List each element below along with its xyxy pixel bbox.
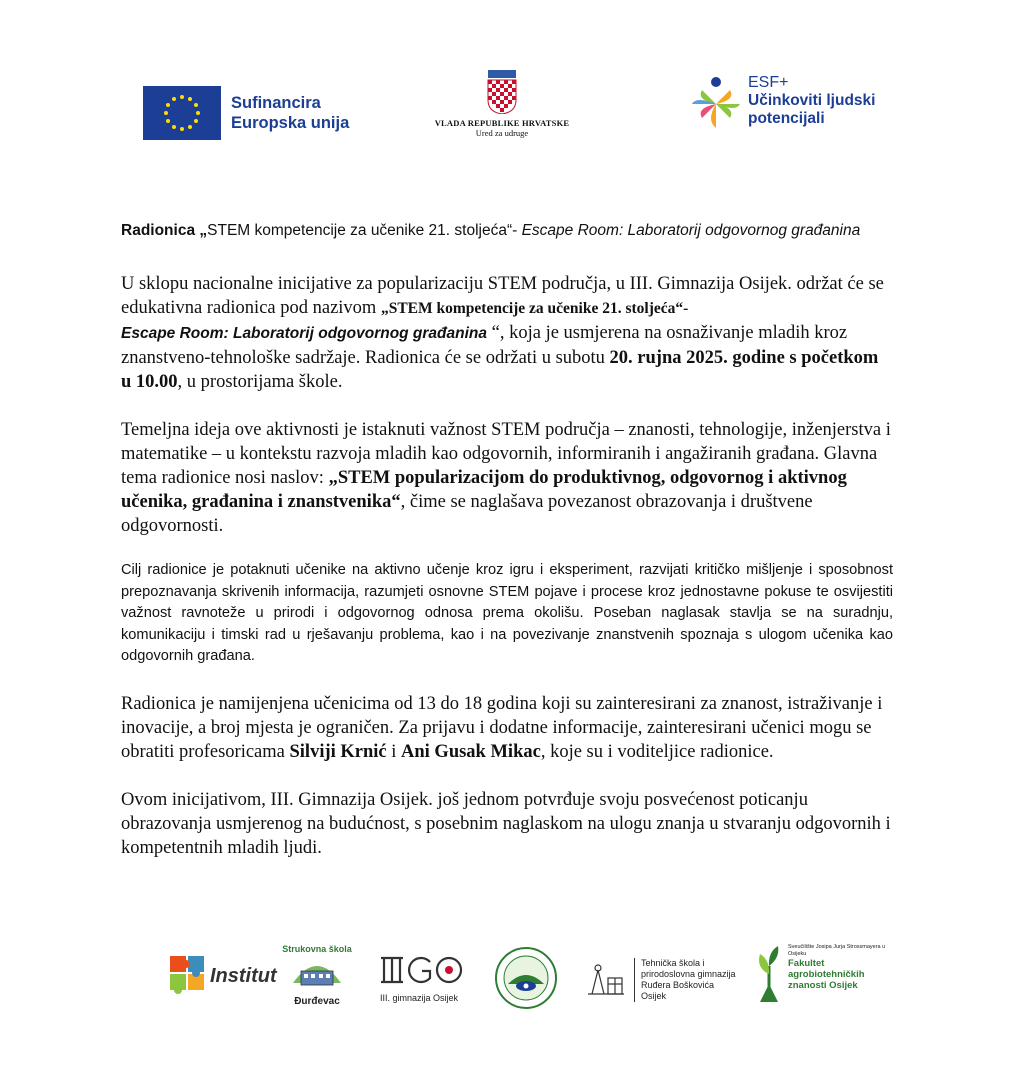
announcement-body <box>121 220 893 860</box>
tehnicka-line4: Osijek <box>641 991 667 1001</box>
tehnicka-line3: Ruđera Boškovića <box>641 980 715 990</box>
esf-plus-logo <box>690 74 875 132</box>
round-school-emblem <box>494 946 558 1015</box>
teacher-name-1: Silviji Krnić <box>289 741 387 762</box>
p1-text-1: U sklopu nacionalne inicijative za popularizaciju STEM područja, u III. Gimnazija Osijek. održat će se edukativna radionica pod nazivom <box>121 274 884 318</box>
heading-title: STEM kompetencije za učenike 21. stoljeća“- <box>207 222 522 239</box>
esf-text-line2: Učinkoviti ljudski <box>748 92 876 109</box>
p1-text-2: “, koja je usmjerena na osnaživanje mladih kroz znanstveno-tehnološke sadržaje. Radionica će se održati u subotu <box>121 323 848 368</box>
circular-emblem-icon <box>494 946 558 1010</box>
paragraph-audience <box>121 692 893 764</box>
school-building-icon <box>289 955 345 991</box>
p1-workshop-subtitle: Escape Room: Laboratorij odgovornog građanina <box>121 325 488 342</box>
tehnicka-line1: Tehnička škola i <box>641 958 705 968</box>
iii-gimnazija-label: III. gimnazija Osijek <box>380 993 459 1003</box>
vlada-subtitle: Ured za udruge <box>475 128 529 138</box>
p1-text-3: , u prostorijama škole. <box>177 372 343 392</box>
partner-logos-footer <box>0 940 1020 1020</box>
fazos-line2: agrobiotehničkih <box>788 969 865 980</box>
announcement-heading <box>121 220 893 242</box>
paragraph-closing: Ovom inicijativom, III. Gimnazija Osijek. još jednom potvrđuje svoju posvećenost poticanju obrazovanja usmjerenog na budućnost, s posebnim naglaskom na ulogu znanja u stvaranju odgovornih i kompetentnih mladih ljudi. <box>121 789 891 858</box>
eu-text-line1: Sufinancira <box>231 94 321 112</box>
p2-text-2: , čime se naglašava povezanost obrazovanja i društvene odgovornosti. <box>121 492 813 536</box>
strukovna-skola-logo <box>282 944 352 1007</box>
institut-label: Institut <box>210 964 277 987</box>
p1-date-time: 20. rujna 2025. godine s početkom u 10.00 <box>121 348 879 392</box>
p2-theme-title: „STEM popularizacijom do produktivnog, odgovornog i aktivnog učenika, građanina i znanstvenika“ <box>121 468 847 512</box>
fazos-university-label: Sveučilište Josipa Jurja Strossmayera u Osijeku <box>788 944 886 957</box>
paragraph-goals: Cilj radionice je potaknuti učenike na aktivno učenje kroz igru i eksperiment, razvijati kritičko mišljenje i sposobnost prepoznavanja skrivenih informacija, razumjeti osnovne STEM pojave i procese kroz jednostavne pokuse te osvijestiti važnost ravnoteže u prirodi i odgovornog odnosa prema okolišu. Poseban naglasak stavlja se na suradnju, komunikaciju i timski rad u rješavanju problema, kao i na povezivanje znanstvenih spoznaja s ulogom učenika kao odgovornih građana. <box>121 562 893 664</box>
esf-plus-label: ESF+ <box>748 74 789 91</box>
tehnicka-line2: prirodoslovna gimnazija <box>641 969 736 979</box>
heading-quote-open: „ <box>199 222 208 239</box>
partner-logos-header <box>0 60 1020 160</box>
p2-text-1: Temeljna ideja ove aktivnosti je istaknuti važnost STEM područja – znanosti, tehnologije, inženjerstva i matematike – u kontekstu razvoja mladih kao odgovornih, informiranih i angažiranih građana. Glavna tema radionice nosi naslov: <box>121 420 891 488</box>
tehnicka-skola-logo <box>584 958 736 1002</box>
fazos-line3: znanosti Osijek <box>788 980 858 991</box>
strukovna-top-label: Strukovna škola <box>282 944 352 954</box>
croatian-coat-of-arms-icon <box>485 70 519 114</box>
tehnicka-skola-icon <box>584 962 628 998</box>
eu-text-line2: Europska unija <box>231 114 350 132</box>
p4-text-2: i <box>386 741 402 762</box>
eu-cofunded-logo <box>143 86 349 140</box>
esf-flower-icon <box>690 74 742 132</box>
heading-italic-title: Escape Room: Laboratorij odgovornog građanina <box>521 222 861 239</box>
iii-gimnazija-logo <box>380 954 470 1004</box>
plant-sprout-icon <box>756 944 782 1004</box>
fazos-logo <box>756 944 888 1004</box>
p1-workshop-title: „STEM kompetencije za učenike 21. stoljeća“- <box>380 300 689 317</box>
p4-text-1: Radionica je namijenjena učenicima od 13 do 18 godina koji su zainteresirani za znanost, istraživanje i inovacije, a broj mjesta je ograničen. Za prijavu i dodatne informacije, zainteresirani učenici mogu se obratiti profesoricama <box>121 693 883 762</box>
vlada-title: VLADA REPUBLIKE HRVATSKE <box>434 118 570 128</box>
puzzle-icon <box>168 952 208 1000</box>
p4-text-3: , koje su i voditeljice radionice. <box>540 741 774 762</box>
paragraph-intro <box>121 272 893 394</box>
teacher-name-2: Ani Gusak Mikac <box>401 741 541 762</box>
paragraph-main-idea <box>121 418 893 538</box>
heading-label: Radionica <box>121 222 200 239</box>
eu-flag-icon <box>143 86 221 140</box>
esf-text-line3: potencijali <box>748 110 825 127</box>
fazos-line1: Fakultet <box>788 958 825 969</box>
institut-logo <box>168 952 277 1000</box>
strukovna-bottom-label: Đurđevac <box>294 996 340 1007</box>
vlada-rh-logo <box>422 70 582 138</box>
iii-go-monogram-icon <box>380 954 466 988</box>
